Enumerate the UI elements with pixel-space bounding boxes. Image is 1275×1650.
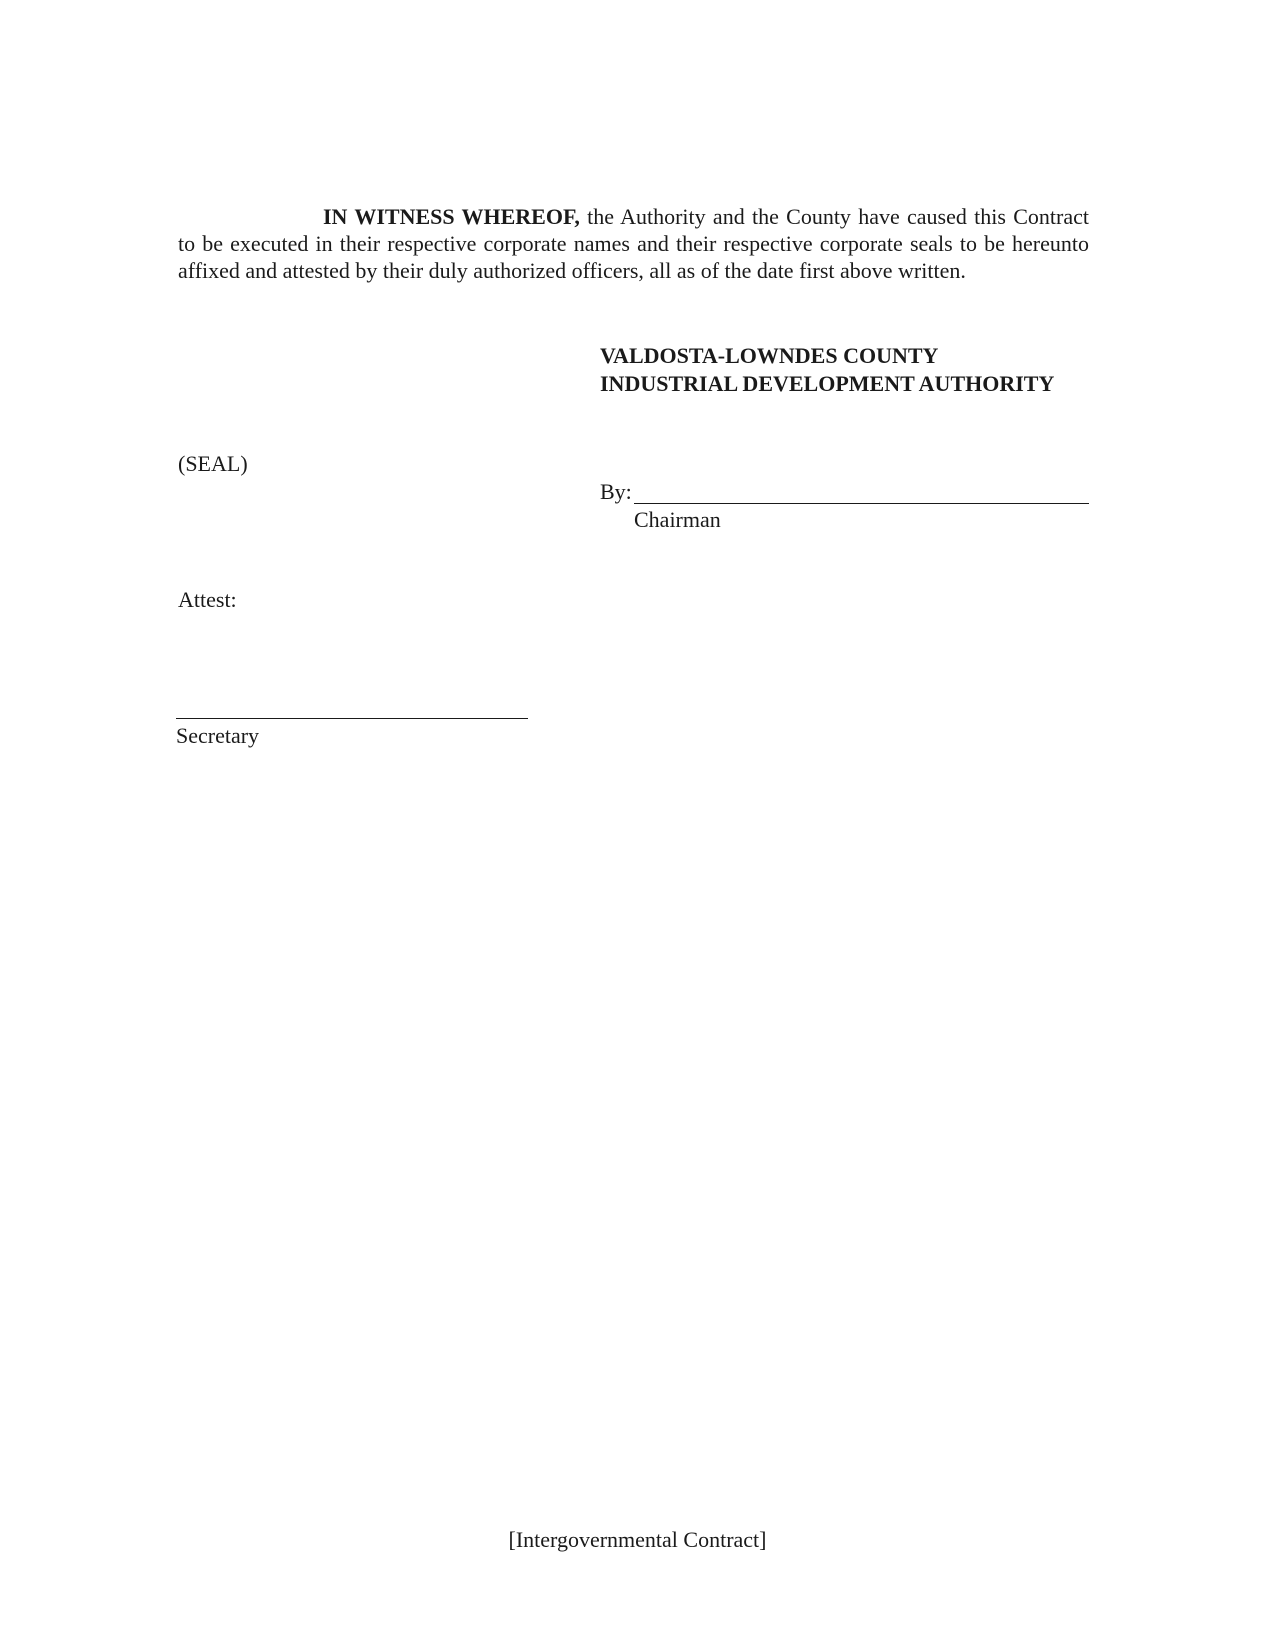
witness-text: the Authority and the County have caused this Contract to be executed in their respective corporate names and their respective corporate seals to be hereunto affixed and attested by their duly authorized officers, all as of the date first above written. — [178, 204, 1089, 283]
organization-block — [600, 342, 1054, 398]
chairman-signature-line — [634, 503, 1089, 504]
organization-name-line-2: INDUSTRIAL DEVELOPMENT AUTHORITY — [600, 371, 1055, 396]
seal-label: (SEAL) — [178, 451, 248, 476]
by-label: By: — [600, 479, 632, 504]
attest-label: Attest: — [178, 587, 237, 612]
page-footer: [Intergovernmental Contract] — [508, 1527, 767, 1552]
chairman-label: Chairman — [634, 507, 721, 532]
secretary-label: Secretary — [176, 723, 260, 748]
witness-paragraph — [178, 203, 1089, 284]
organization-name-line-1: VALDOSTA-LOWNDES COUNTY — [600, 343, 939, 368]
secretary-signature-line — [176, 718, 528, 719]
witness-lead: IN WITNESS WHEREOF, — [323, 204, 580, 229]
